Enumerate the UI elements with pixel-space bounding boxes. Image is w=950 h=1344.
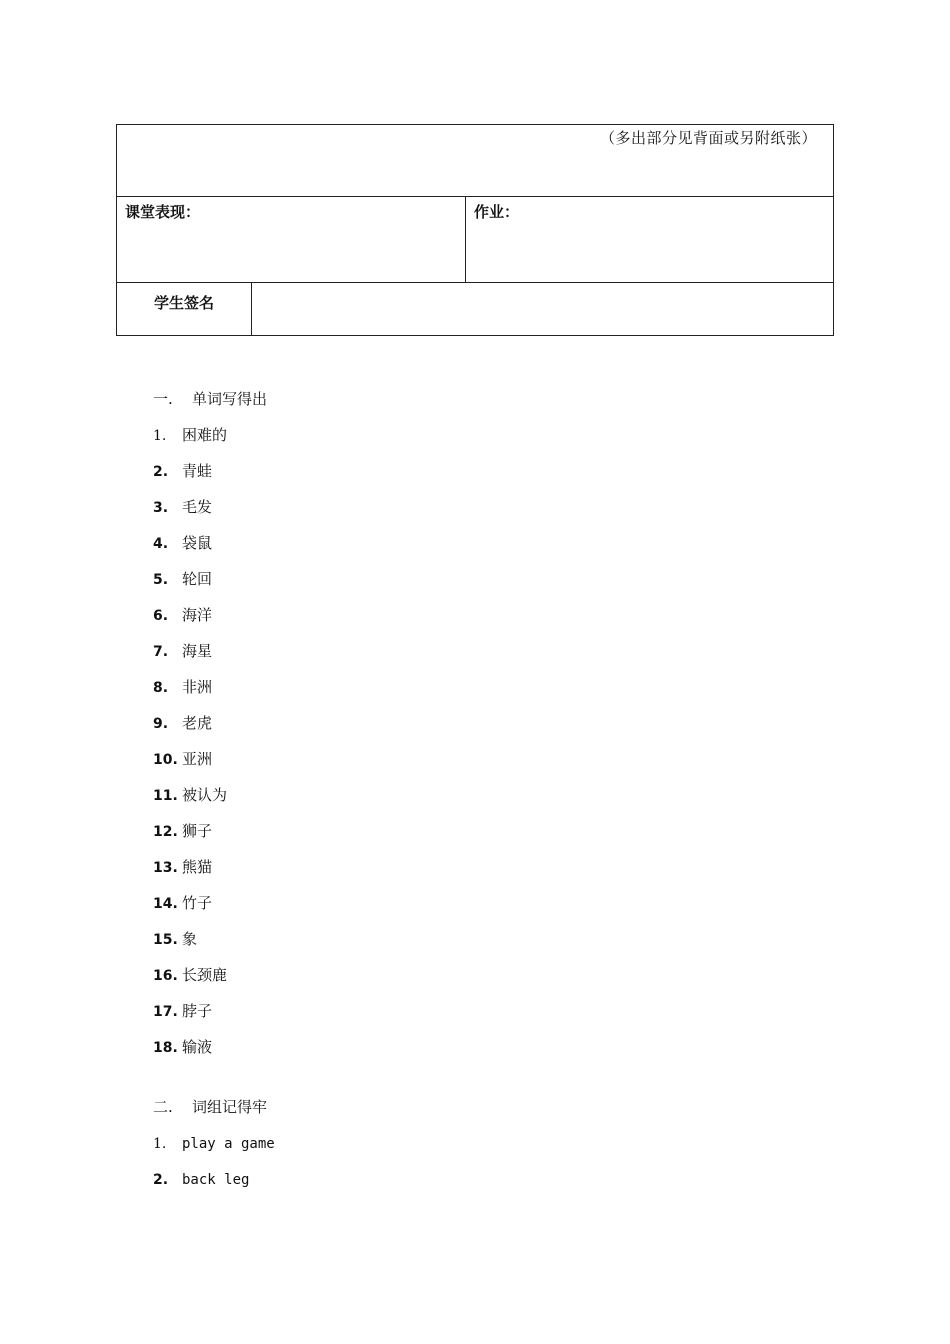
item-number: 8. [153, 680, 169, 696]
list-item [153, 1035, 753, 1071]
list-item [153, 963, 753, 999]
item-number: 9. [153, 716, 169, 732]
performance-cell [117, 196, 466, 282]
word-section [153, 387, 753, 1071]
item-number: 16. [153, 968, 178, 984]
item-text: 输液 [182, 1038, 213, 1056]
section-number: 二. [153, 1098, 173, 1116]
item-number: 6. [153, 608, 169, 624]
item-number: 1. [153, 1136, 167, 1152]
list-item [153, 999, 753, 1035]
item-text: 海洋 [182, 606, 213, 624]
item-number: 17. [153, 1004, 178, 1020]
homework-cell [466, 196, 833, 282]
list-item [153, 927, 753, 963]
item-text: 青蛙 [182, 462, 213, 480]
phrase-section [153, 1095, 753, 1203]
item-text: back leg [182, 1172, 250, 1188]
list-item [153, 567, 753, 603]
list-item [153, 531, 753, 567]
item-number: 7. [153, 644, 169, 660]
performance-label: 课堂表现： [125, 203, 201, 221]
item-number: 2. [153, 1172, 169, 1188]
list-item [153, 495, 753, 531]
list-item [153, 819, 753, 855]
item-number: 11. [153, 788, 178, 804]
notes-row [117, 125, 833, 197]
list-item [153, 1131, 753, 1167]
homework-label: 作业： [474, 203, 520, 221]
item-number: 12. [153, 824, 178, 840]
list-item [153, 855, 753, 891]
item-text: 非洲 [182, 678, 213, 696]
item-text: 亚洲 [182, 750, 213, 768]
item-number: 14. [153, 896, 178, 912]
section-title: 词组记得牢 [192, 1098, 268, 1116]
section-heading [153, 1095, 753, 1131]
item-number: 15. [153, 932, 178, 948]
performance-homework-row [117, 196, 833, 283]
item-text: 袋鼠 [182, 534, 213, 552]
item-text: 轮回 [182, 570, 213, 588]
list-item [153, 459, 753, 495]
list-item [153, 783, 753, 819]
notes-hint: （多出部分见背面或另附纸张） [599, 129, 817, 147]
item-number: 5. [153, 572, 169, 588]
item-number: 13. [153, 860, 178, 876]
item-text: 困难的 [182, 426, 228, 444]
item-text: 毛发 [182, 498, 213, 516]
item-text: 老虎 [182, 714, 213, 732]
item-number: 1. [153, 428, 167, 444]
item-text: 熊猫 [182, 858, 213, 876]
section-heading [153, 387, 753, 423]
signature-row [117, 282, 833, 335]
list-item [153, 1167, 753, 1203]
item-number: 2. [153, 464, 169, 480]
item-text: 长颈鹿 [182, 966, 228, 984]
section-number: 一. [153, 390, 173, 408]
item-number: 18. [153, 1040, 178, 1056]
signature-field [252, 282, 833, 335]
item-text: play a game [182, 1136, 275, 1152]
list-item [153, 423, 753, 459]
list-item [153, 711, 753, 747]
item-text: 脖子 [182, 1002, 213, 1020]
signature-label-cell [117, 282, 252, 335]
list-item [153, 603, 753, 639]
list-item [153, 747, 753, 783]
list-item [153, 891, 753, 927]
item-number: 10. [153, 752, 178, 768]
item-number: 4. [153, 536, 169, 552]
signature-label: 学生签名 [153, 294, 214, 312]
item-text: 海星 [182, 642, 213, 660]
list-item [153, 675, 753, 711]
list-item [153, 639, 753, 675]
item-text: 狮子 [182, 822, 213, 840]
item-text: 被认为 [182, 786, 228, 804]
section-title: 单词写得出 [192, 390, 268, 408]
student-record-table [116, 124, 834, 336]
item-number: 3. [153, 500, 169, 516]
item-text: 竹子 [182, 894, 213, 912]
item-text: 象 [182, 930, 198, 948]
